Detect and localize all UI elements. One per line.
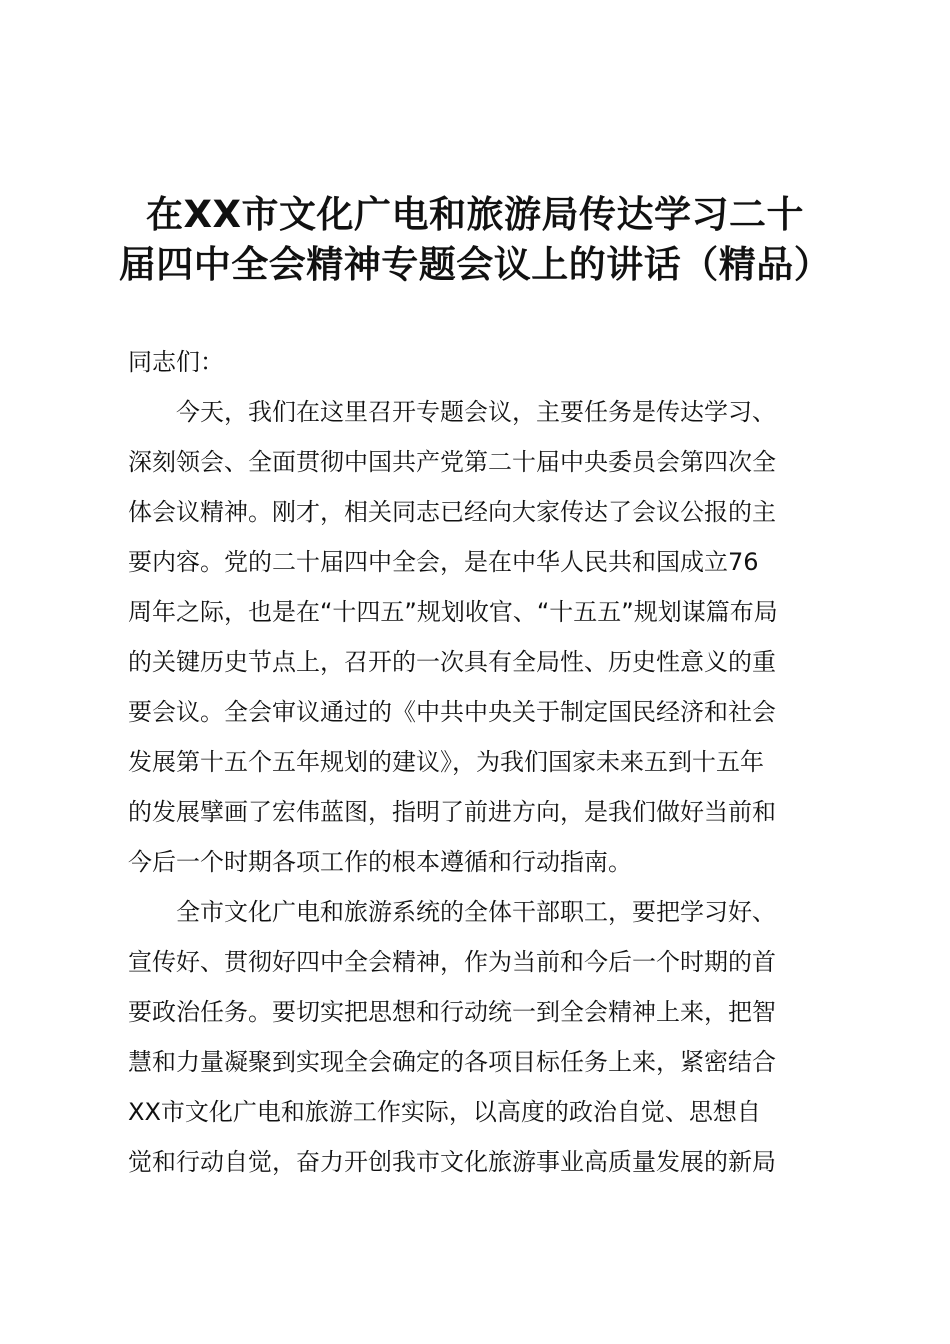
paragraph-line: 周年之际，也是在“十四五”规划收官、“十五五”规划谋篇布局 [128,598,778,626]
paragraph-line: 要会议。全会审议通过的《中共中央关于制定国民经济和社会 [128,698,776,726]
paragraph-line: XX市文化广电和旅游工作实际，以高度的政治自觉、思想自 [128,1098,761,1126]
document-title [110,190,840,290]
paragraph-line: 的发展擘画了宏伟蓝图，指明了前进方向，是我们做好当前和 [128,798,776,826]
document-body [128,337,828,1187]
paragraph-line: 要内容。党的二十届四中全会，是在中华人民共和国成立76 [128,548,759,576]
salutation: 同志们： [128,348,224,376]
paragraph-line: 发展第十五个五年规划的建议》，为我们国家未来五到十五年 [128,748,764,776]
paragraph-line: 的关键历史节点上，召开的一次具有全局性、历史性意义的重 [128,648,776,676]
paragraph-line: 体会议精神。刚才，相关同志已经向大家传达了会议公报的主 [128,498,776,526]
paragraph-line: 宣传好、贯彻好四中全会精神，作为当前和今后一个时期的首 [128,948,776,976]
paragraph-line: 今后一个时期各项工作的根本遵循和行动指南。 [128,848,632,876]
paragraph-line: 深刻领会、全面贯彻中国共产党第二十届中央委员会第四次全 [128,448,776,476]
paragraph-line: 要政治任务。要切实把思想和行动统一到全会精神上来，把智 [128,998,776,1026]
paragraph-1 [128,387,828,887]
paragraph-line: 全市文化广电和旅游系统的全体干部职工，要把学习好、 [176,898,776,926]
paragraph-line: 今天，我们在这里召开专题会议，主要任务是传达学习、 [176,398,776,426]
paragraph-line: 觉和行动自觉，奋力开创我市文化旅游事业高质量发展的新局 [128,1148,776,1176]
paragraph-2 [128,887,828,1187]
title-line-2: 届四中全会精神专题会议上的讲话（精品） [118,243,832,286]
paragraph-line: 慧和力量凝聚到实现全会确定的各项目标任务上来，紧密结合 [128,1048,776,1076]
title-line-1: 在XX市文化广电和旅游局传达学习二十 [145,193,805,236]
